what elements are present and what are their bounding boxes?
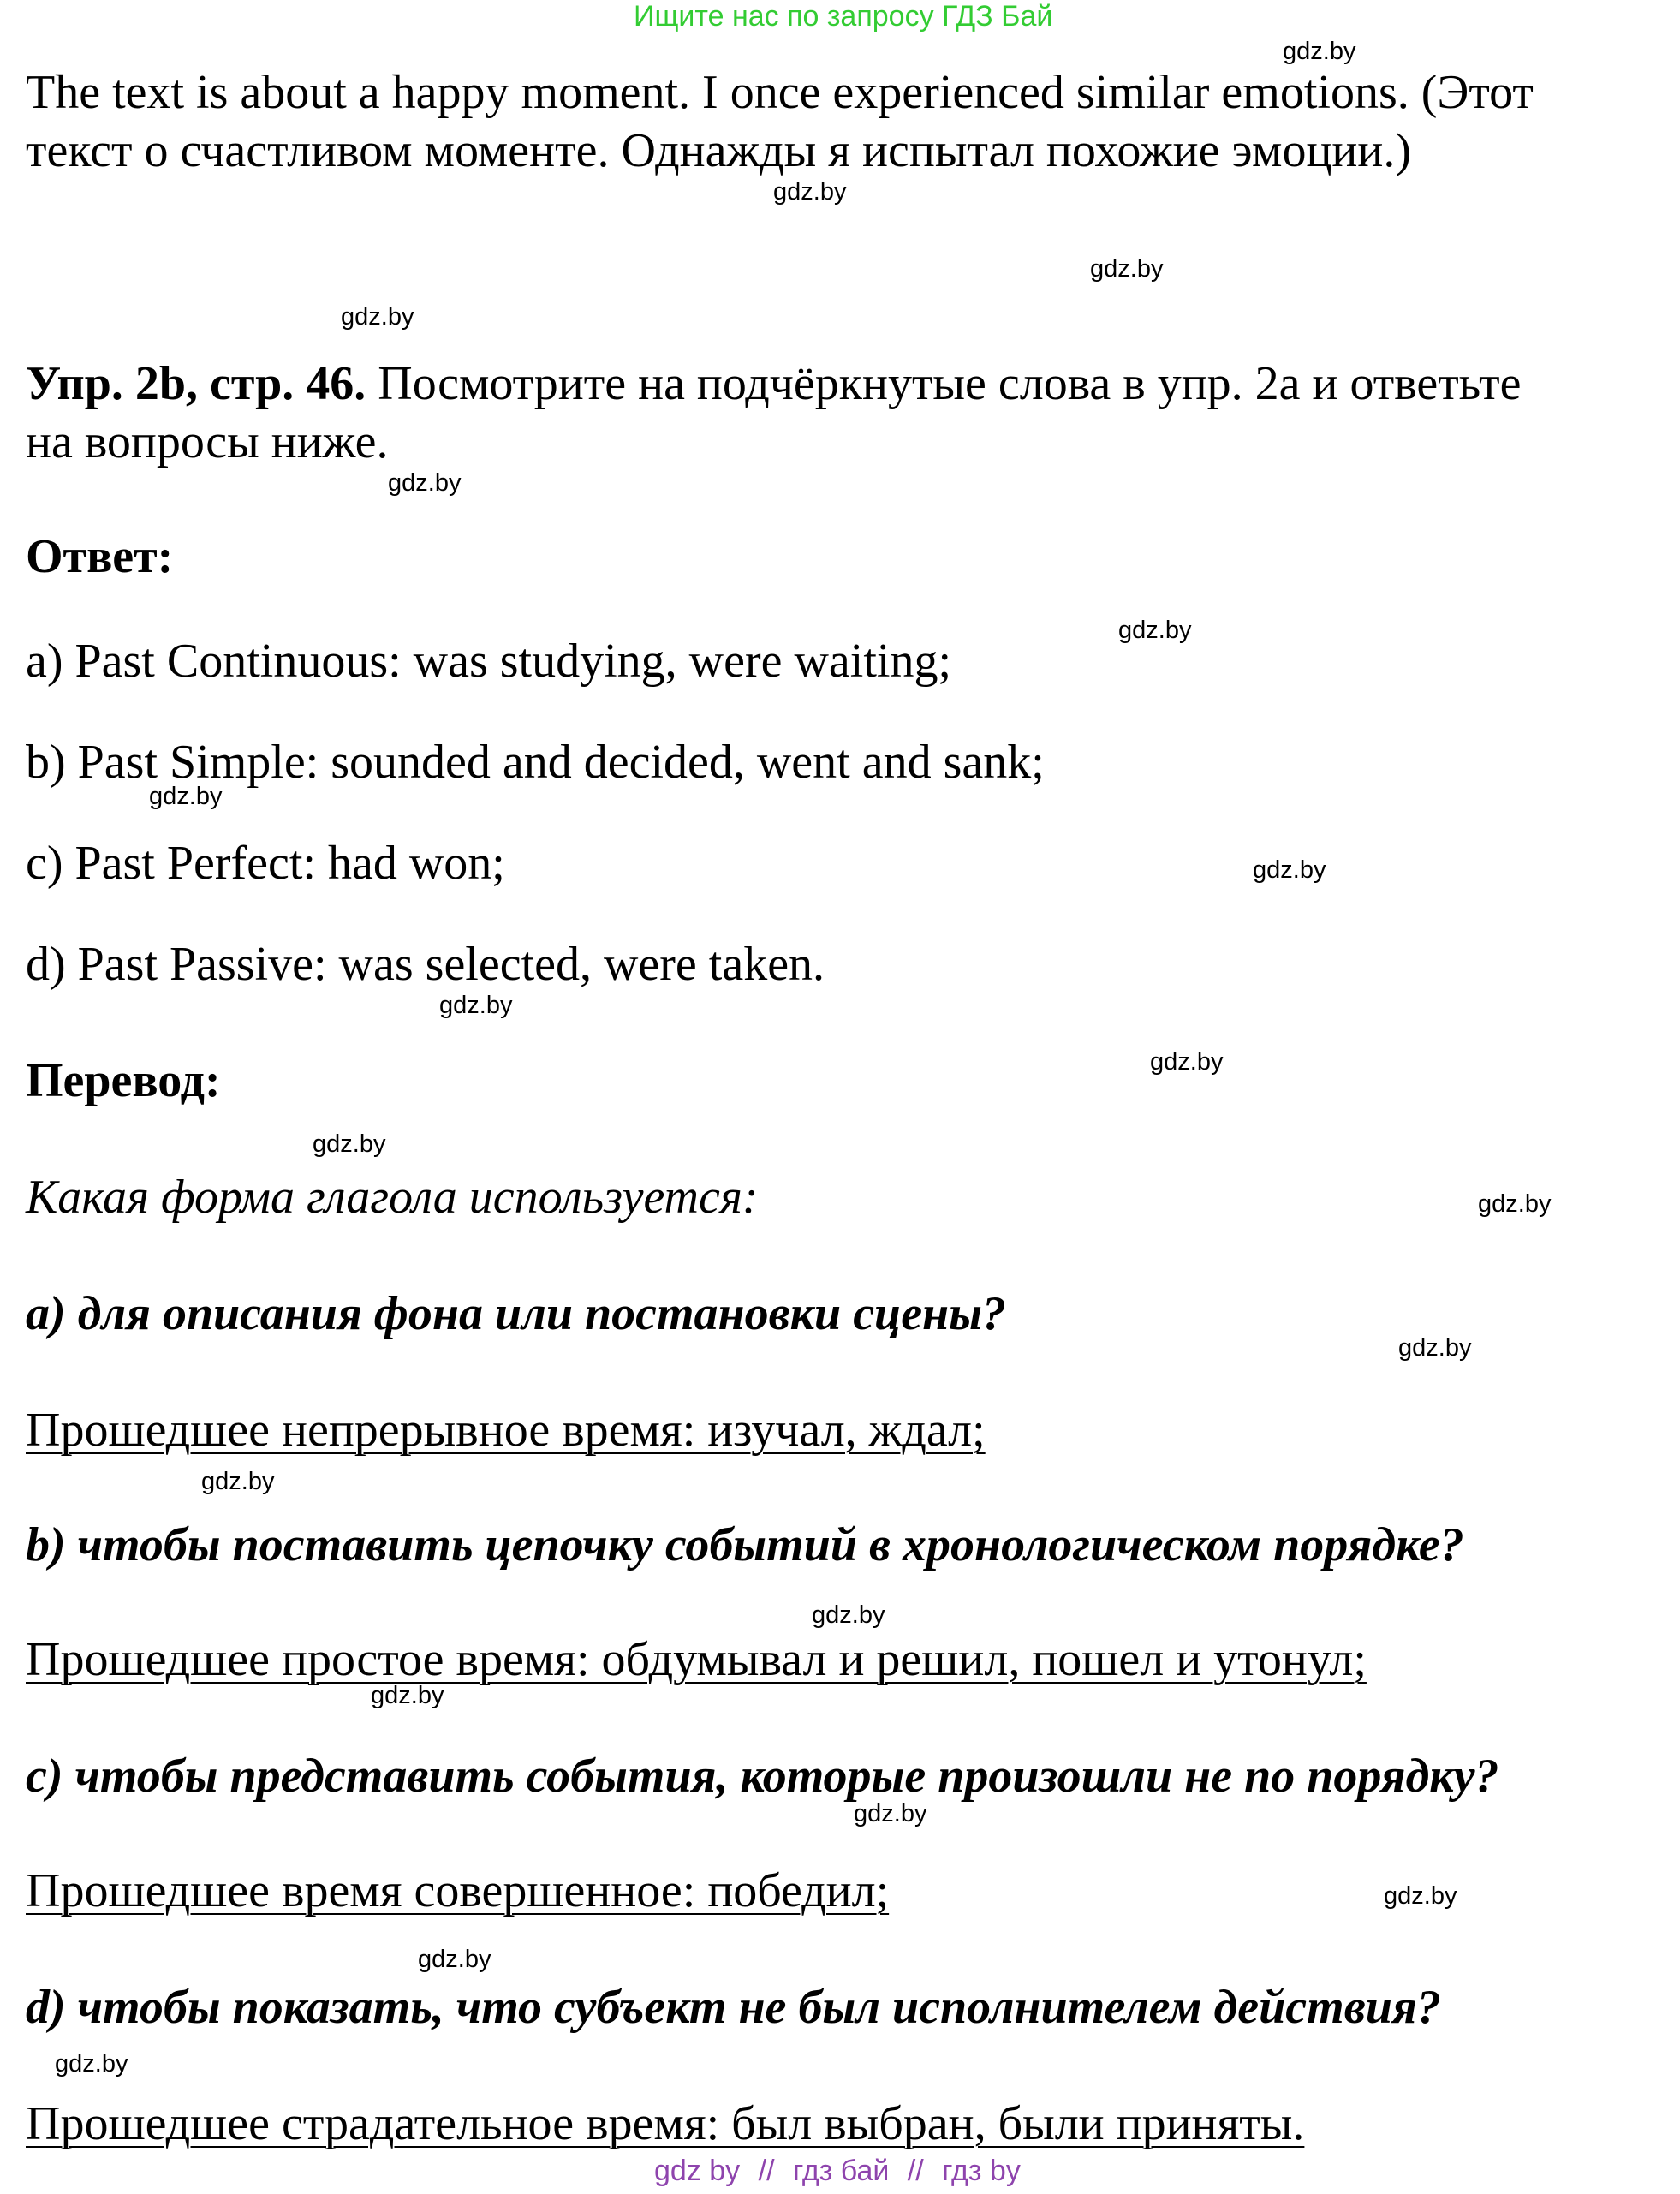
question-c: c) чтобы представить события, которые произошли не по порядку? [26,1750,1499,1803]
watermark: gdz.by [201,1468,275,1495]
watermark: gdz.by [854,1800,927,1827]
watermark: gdz.by [313,1130,386,1158]
watermark: gdz.by [1478,1190,1552,1218]
exercise-heading [26,355,1521,413]
watermark: gdz.by [1398,1334,1472,1362]
question-a: a) для описания фона или постановки сцены? [26,1287,1006,1340]
question-intro: Какая форма глагола используется: [26,1171,759,1224]
exercise-ref: Упр. 2b, стр. 46. [26,357,366,410]
footer-separator: // [758,2155,775,2187]
watermark: gdz.by [418,1946,491,1973]
question-b: b) чтобы поставить цепочку событий в хронологическом порядке? [26,1518,1464,1571]
answer-item-a: a) Past Continuous: was studying, were waiting; [26,635,952,688]
answer-a-translation: Прошедшее непрерывное время: изучал, ждал; [26,1404,986,1457]
exercise-task-line-1: Посмотрите на подчёркнутые слова в упр. 2a и ответьте [366,357,1522,410]
watermark: gdz.by [1384,1882,1457,1910]
intro-line-2: текст о счастливом моменте. Однажды я испытал похожие эмоции.) [26,124,1412,177]
watermark: gdz.by [773,178,847,206]
answer-item-c: c) Past Perfect: had won; [26,837,505,890]
watermark: gdz.by [55,2050,128,2078]
exercise-task-line-2: на вопросы ниже. [26,415,389,468]
answer-c-translation: Прошедшее время совершенное: победил; [26,1864,890,1917]
watermark: gdz.by [439,992,513,1019]
watermark: gdz.by [341,303,414,331]
translation-title: Перевод: [26,1054,221,1107]
watermark: gdz.by [371,1682,444,1709]
watermark: gdz.by [1118,617,1192,644]
watermark: gdz.by [812,1601,885,1629]
watermark: gdz.by [1283,38,1356,65]
watermark: gdz.by [388,469,462,497]
answer-item-b: b) Past Simple: sounded and decided, went and sank; [26,736,1045,789]
watermark: gdz.by [1253,856,1326,884]
footer-link-gdz-by-cyr[interactable]: гдз by [942,2155,1021,2187]
watermark: gdz.by [1150,1048,1224,1076]
footer-link-gdz-by[interactable]: gdz by [654,2155,741,2187]
footer-separator: // [907,2155,924,2187]
watermark: gdz.by [1090,255,1164,283]
answer-title: Ответ: [26,530,174,583]
answer-item-d: d) Past Passive: was selected, were taken. [26,938,825,991]
question-d: d) чтобы показать, что субъект не был исполнителем действия? [26,1981,1441,2034]
top-banner[interactable]: Ищите нас по запросу ГДЗ Бай [634,0,1053,33]
watermark: gdz.by [149,783,223,810]
footer-links [654,2155,1021,2188]
answer-b-translation: Прошедшее простое время: обдумывал и решил, пошел и утонул; [26,1633,1367,1686]
answer-d-translation: Прошедшее страдательное время: был выбран, были приняты. [26,2097,1305,2150]
footer-link-gdz-bai[interactable]: гдз бай [793,2155,890,2187]
intro-line-1: The text is about a happy moment. I once experienced similar emotions. (Этот [26,66,1534,119]
